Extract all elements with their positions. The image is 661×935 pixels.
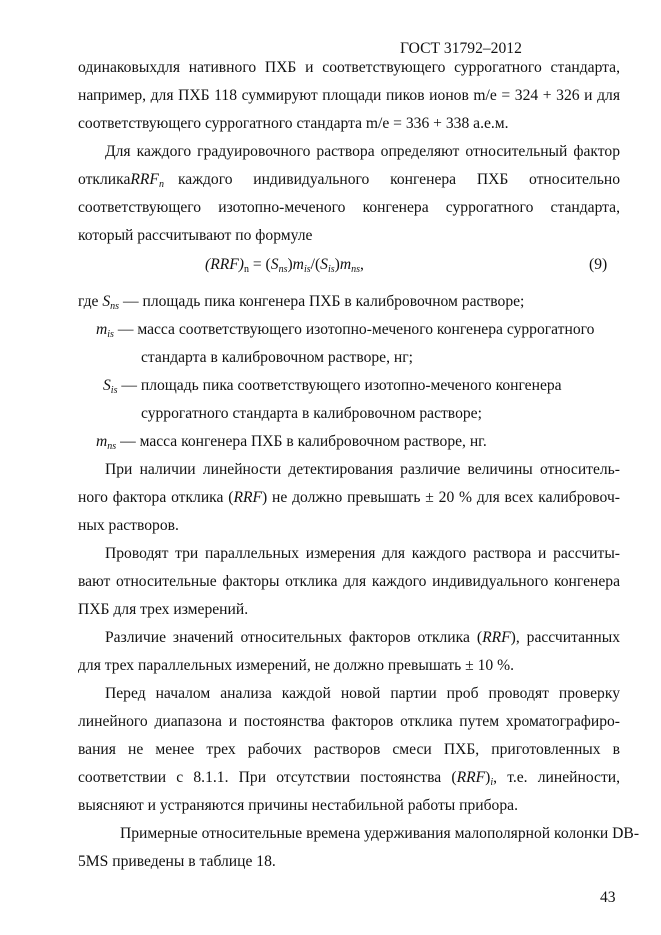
paragraph-3-line-2: ного фактора отклика (RRF) не должно превышать ± 20 % для всех калибровоч-: [78, 489, 620, 506]
paragraph-1-line-2: например, для ПХБ 118 суммируют площади пиков ионов m/e = 324 + 326 и для: [78, 87, 620, 104]
paragraph-3-line-3: ных растворов.: [78, 517, 179, 534]
paragraph-1-line-1: одинаковыхдля нативного ПХБ и соответствующего суррогатного стандарта,: [78, 59, 620, 76]
paragraph-7-line-2: 5MS приведены в таблице 18.: [78, 853, 276, 870]
paragraph-5-line-1: Различие значений относительных факторов отклика (RRF), рассчитанных: [105, 629, 620, 646]
paragraph-1-line-3: соответствующего суррогатного стандарта m/e = 336 + 338 а.е.м.: [78, 115, 509, 132]
paragraph-6-line-3: вания не менее трех рабочих растворов смеси ПХБ, приготовленных в: [78, 741, 620, 758]
paragraph-2-line-4: который рассчитывают по формуле: [78, 227, 313, 244]
paragraph-6-line-1: Перед началом анализа каждой новой партии проб проводят проверку: [105, 685, 620, 702]
paragraph-2-rest: каждого индивидуального конгенера ПХБ относительно: [177, 171, 620, 188]
paragraph-6-line-4: соответствии с 8.1.1. При отсутствии постоянства $(RRF)_i$, т.е. линейности,: [78, 769, 620, 788]
paragraph-2-line-2: [78, 170, 620, 195]
paragraph-5-line-2: для трех параллельных измерений, не должно превышать ± 10 %.: [78, 657, 515, 674]
paragraph-4-line-3: ПХБ для трех измерений.: [78, 601, 249, 618]
paragraph-7-line-1: Примерные относительные времена удерживания малополярной колонки DB-: [120, 825, 640, 842]
paragraph-4-line-1: Проводят три параллельных измерения для каждого раствора и рассчиты-: [105, 545, 620, 562]
paragraph-3-line-1: При наличии линейности детектирования различие величины относитель-: [105, 461, 620, 478]
definition-m-is-continued: стандарта в калибровочном растворе, нг;: [141, 349, 413, 366]
definition-m-ns: $m_{ns}$ — масса конгенера ПХБ в калибровочном растворе, нг.: [96, 433, 487, 452]
paragraph-6-line-5: выясняют и устраняются причины нестабильной работы прибора.: [78, 797, 518, 814]
paragraph-2-line-3: соответствующего изотопно-меченого конгенера суррогатного стандарта,: [78, 199, 620, 216]
paragraph-4-line-2: вают относительные факторы отклика для каждого индивидуального конгенера: [78, 573, 620, 590]
rrf-symbol: $RRF_n$: [130, 171, 164, 190]
paragraph-6-line-2: линейного диапазона и постоянства факторов отклика путем хроматографиро-: [78, 713, 620, 730]
formula-number: (9): [589, 256, 608, 273]
formula-9: $(RRF)_n = (S_{ns})m_{is}/(S_{is})m_{ns}$,: [205, 256, 364, 275]
paragraph-2-word: отклика: [78, 171, 131, 188]
definition-s-is-continued: суррогатного стандарта в калибровочном растворе;: [141, 405, 482, 422]
definition-m-is: $m_{is}$ — масса соответствующего изотопно-меченого конгенера суррогатного: [96, 321, 595, 340]
definition-s-ns: где $S_{ns}$ — площадь пика конгенера ПХБ в калибровочном растворе;: [78, 293, 525, 312]
definition-s-is: $S_{is}$ — площадь пика соответствующего изотопно-меченого конгенера: [103, 377, 562, 396]
standard-header: ГОСТ 31792–2012: [400, 40, 522, 57]
page-number: 43: [600, 889, 616, 906]
paragraph-2-line-1: Для каждого градуировочного раствора определяют относительный фактор: [105, 143, 620, 160]
